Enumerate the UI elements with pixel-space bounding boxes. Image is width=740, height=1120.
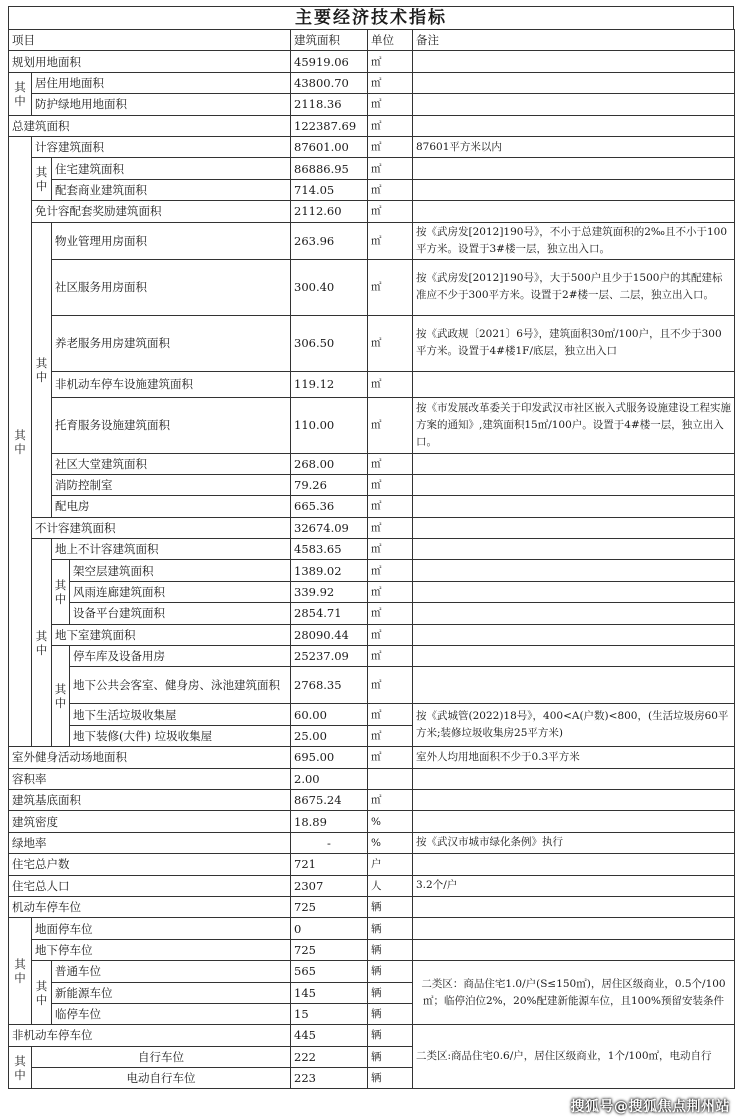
table-row (9, 747, 735, 768)
row-value: 119.12 (291, 371, 368, 397)
row-unit: ㎡ (368, 646, 413, 667)
row-label: 电动自行车位 (32, 1068, 291, 1089)
indicator-table (8, 29, 735, 1089)
row-label: 配电房 (52, 496, 291, 517)
row-label: 非机动车停车位 (9, 1025, 291, 1046)
table-row (9, 94, 735, 115)
row-remark (413, 94, 735, 115)
row-unit: 辆 (368, 1025, 413, 1046)
row-value: 263.96 (291, 222, 368, 259)
row-value: 2.00 (291, 768, 368, 789)
table-row (9, 453, 735, 474)
row-label: 地下装修(大件) 垃圾收集屋 (70, 725, 291, 746)
row-unit: 辆 (368, 961, 413, 982)
table-row (9, 158, 735, 179)
row-label: 设备平台建筑面积 (70, 603, 291, 624)
row-value: 339.92 (291, 581, 368, 602)
row-value: 60.00 (291, 704, 368, 725)
group-label: 其中 (9, 918, 32, 1025)
watermark: 搜狐号@搜狐焦点荆州站 (570, 1099, 730, 1115)
row-value: 300.40 (291, 259, 368, 315)
row-remark: 二类区:商品住宅0.6/户，居住区级商业，1个/100㎡，电动自行 (413, 1025, 735, 1089)
row-remark (413, 789, 735, 810)
row-unit: ㎡ (368, 603, 413, 624)
table-row (9, 115, 735, 136)
row-remark: 按《市发展改革委关于印发武汉市社区嵌入式服务设施建设工程实施方案的通知》,建筑面积15㎡/100户。设置于4#楼一层，独立出入口。 (413, 397, 735, 453)
row-value: 87601.00 (291, 136, 368, 157)
row-remark: 室外人均用地面积不少于0.3平方米 (413, 747, 735, 768)
row-remark (413, 72, 735, 93)
group-label: 其中 (9, 1046, 32, 1089)
table-row (9, 474, 735, 495)
row-label: 消防控制室 (52, 474, 291, 495)
row-unit: ㎡ (368, 222, 413, 259)
row-remark (413, 115, 735, 136)
row-unit: ㎡ (368, 72, 413, 93)
row-value: 2112.60 (291, 201, 368, 222)
row-label: 地面停车位 (32, 918, 291, 939)
row-value: 714.05 (291, 179, 368, 200)
row-value: 223 (291, 1068, 368, 1089)
row-value: 28090.44 (291, 624, 368, 645)
row-unit: ㎡ (368, 624, 413, 645)
table-row (9, 704, 735, 725)
row-unit: ㎡ (368, 747, 413, 768)
row-unit: % (368, 811, 413, 832)
row-remark: 按《武城管(2022)18号》，400<A(户数)<800，(生活垃圾房60平方米;装修垃圾收集房25平方米) (413, 704, 735, 747)
table-row (9, 667, 735, 704)
header-row (9, 30, 735, 51)
row-label: 物业管理用房面积 (52, 222, 291, 259)
row-unit: ㎡ (368, 704, 413, 725)
row-value: 25.00 (291, 725, 368, 746)
row-remark: 按《武汉市城市绿化条例》执行 (413, 832, 735, 853)
row-unit: ㎡ (368, 158, 413, 179)
row-value: 1389.02 (291, 560, 368, 581)
row-label: 免计容配套奖励建筑面积 (32, 201, 291, 222)
row-remark (413, 581, 735, 602)
group-label: 其中 (32, 158, 52, 201)
row-remark (413, 646, 735, 667)
table-title: 主要经济技术指标 (8, 6, 734, 29)
row-remark (413, 560, 735, 581)
row-value: 18.89 (291, 811, 368, 832)
indicator-sheet (8, 6, 734, 1089)
row-value: 32674.09 (291, 517, 368, 538)
row-remark (413, 603, 735, 624)
table-row (9, 1025, 735, 1046)
row-label: 住宅建筑面积 (52, 158, 291, 179)
table-row (9, 560, 735, 581)
row-unit: 人 (368, 875, 413, 896)
row-label: 风雨连廊建筑面积 (70, 581, 291, 602)
header-unit: 单位 (368, 30, 413, 51)
table-row (9, 961, 735, 982)
table-row (9, 259, 735, 315)
row-unit: 辆 (368, 982, 413, 1003)
row-label: 计容建筑面积 (32, 136, 291, 157)
row-label: 总建筑面积 (9, 115, 291, 136)
row-unit: % (368, 832, 413, 853)
row-remark (413, 854, 735, 875)
group-label: 其中 (32, 961, 52, 1025)
row-value: 2854.71 (291, 603, 368, 624)
row-unit: ㎡ (368, 725, 413, 746)
group-label: 其中 (52, 646, 70, 747)
table-row (9, 581, 735, 602)
row-value: 725 (291, 939, 368, 960)
row-unit: ㎡ (368, 136, 413, 157)
row-remark: 按《武房发[2012]190号》，不小于总建筑面积的2‰且不小于100平方米。设置于3#楼一层，独立出入口。 (413, 222, 735, 259)
row-unit: ㎡ (368, 581, 413, 602)
row-remark: 按《武政规〔2021〕6号》，建筑面积30㎡/100户，且不少于300平方米。设置于4#楼1F/底层，独立出入口 (413, 315, 735, 371)
header-item: 项目 (9, 30, 291, 51)
row-unit: ㎡ (368, 179, 413, 200)
row-value: 725 (291, 896, 368, 917)
row-unit: 辆 (368, 1068, 413, 1089)
table-row (9, 875, 735, 896)
row-value: 445 (291, 1025, 368, 1046)
row-label: 地下室建筑面积 (52, 624, 291, 645)
row-label: 居住用地面积 (32, 72, 291, 93)
row-label: 机动车停车位 (9, 896, 291, 917)
row-value: 0 (291, 918, 368, 939)
table-row (9, 624, 735, 645)
table-row (9, 51, 735, 72)
row-remark (413, 453, 735, 474)
row-label: 配套商业建筑面积 (52, 179, 291, 200)
row-unit: ㎡ (368, 517, 413, 538)
row-value: 43800.70 (291, 72, 368, 93)
row-value: 15 (291, 1003, 368, 1024)
header-remark: 备注 (413, 30, 735, 51)
row-value: 79.26 (291, 474, 368, 495)
table-row (9, 496, 735, 517)
row-label: 容积率 (9, 768, 291, 789)
row-remark (413, 179, 735, 200)
row-value: 306.50 (291, 315, 368, 371)
row-label: 地上不计容建筑面积 (52, 539, 291, 560)
group-label: 其中 (52, 560, 70, 624)
row-unit: 辆 (368, 896, 413, 917)
table-row (9, 72, 735, 93)
table-row (9, 646, 735, 667)
row-label: 不计容建筑面积 (32, 517, 291, 538)
row-unit: ㎡ (368, 51, 413, 72)
table-row (9, 939, 735, 960)
table-row (9, 179, 735, 200)
row-value: 565 (291, 961, 368, 982)
row-unit: ㎡ (368, 560, 413, 581)
row-unit: ㎡ (368, 789, 413, 810)
row-remark (413, 371, 735, 397)
row-label: 地下生活垃圾收集屋 (70, 704, 291, 725)
row-label: 养老服务用房建筑面积 (52, 315, 291, 371)
row-remark (413, 918, 735, 939)
row-value: 222 (291, 1046, 368, 1067)
table-row (9, 603, 735, 624)
row-value: 122387.69 (291, 115, 368, 136)
row-label: 建筑基底面积 (9, 789, 291, 810)
table-row (9, 811, 735, 832)
row-remark (413, 201, 735, 222)
header-area: 建筑面积 (291, 30, 368, 51)
row-label: 自行车位 (32, 1046, 291, 1067)
row-unit: ㎡ (368, 667, 413, 704)
row-label: 普通车位 (52, 961, 291, 982)
row-label: 室外健身活动场地面积 (9, 747, 291, 768)
row-value: 2118.36 (291, 94, 368, 115)
row-unit: ㎡ (368, 201, 413, 222)
table-row (9, 918, 735, 939)
table-row (9, 539, 735, 560)
row-value: 268.00 (291, 453, 368, 474)
row-value: 8675.24 (291, 789, 368, 810)
row-remark (413, 667, 735, 704)
row-remark: 按《武房发[2012]190号》，大于500户且少于1500户的其配建标准应不少于300平方米。设置于2#楼一层、二层，独立出入口。 (413, 259, 735, 315)
row-value: 45919.06 (291, 51, 368, 72)
row-remark (413, 939, 735, 960)
table-row (9, 517, 735, 538)
row-remark: 二类区：商品住宅1.0/户(S≤150㎡)，居住区级商业，0.5个/100㎡；临停泊位2%，20%配建新能源车位，且100%预留安装条件 (413, 961, 735, 1025)
row-unit: 辆 (368, 1003, 413, 1024)
group-label: 其中 (32, 222, 52, 517)
table-row (9, 315, 735, 371)
row-unit: 辆 (368, 1046, 413, 1067)
table-row (9, 397, 735, 453)
row-unit: 辆 (368, 918, 413, 939)
table-row (9, 201, 735, 222)
table-row (9, 896, 735, 917)
row-label: 防护绿地用地面积 (32, 94, 291, 115)
row-value: 2768.35 (291, 667, 368, 704)
row-unit: ㎡ (368, 259, 413, 315)
row-label: 架空层建筑面积 (70, 560, 291, 581)
row-remark (413, 496, 735, 517)
group-label: 其中 (9, 72, 32, 115)
row-label: 社区大堂建筑面积 (52, 453, 291, 474)
row-value: 721 (291, 854, 368, 875)
row-label: 临停车位 (52, 1003, 291, 1024)
row-remark (413, 474, 735, 495)
row-value: 110.00 (291, 397, 368, 453)
row-label: 绿地率 (9, 832, 291, 853)
row-unit: ㎡ (368, 397, 413, 453)
row-unit: ㎡ (368, 94, 413, 115)
table-row (9, 789, 735, 810)
row-value: 145 (291, 982, 368, 1003)
row-remark (413, 517, 735, 538)
row-label: 托育服务设施建筑面积 (52, 397, 291, 453)
row-remark: 3.2个/户 (413, 875, 735, 896)
row-unit: 辆 (368, 939, 413, 960)
row-remark (413, 896, 735, 917)
row-label: 非机动车停车设施建筑面积 (52, 371, 291, 397)
row-remark (413, 539, 735, 560)
row-label: 新能源车位 (52, 982, 291, 1003)
table-row (9, 222, 735, 259)
row-label: 地下公共会客室、健身房、泳池建筑面积 (70, 667, 291, 704)
table-row (9, 768, 735, 789)
row-unit: ㎡ (368, 496, 413, 517)
row-label: 社区服务用房面积 (52, 259, 291, 315)
row-label: 建筑密度 (9, 811, 291, 832)
row-remark (413, 768, 735, 789)
row-remark (413, 51, 735, 72)
group-label: 其中 (32, 539, 52, 747)
row-remark (413, 158, 735, 179)
row-value: 665.36 (291, 496, 368, 517)
row-unit: ㎡ (368, 371, 413, 397)
row-label: 地下停车位 (32, 939, 291, 960)
row-unit: ㎡ (368, 115, 413, 136)
table-row (9, 371, 735, 397)
row-remark (413, 624, 735, 645)
row-value: 4583.65 (291, 539, 368, 560)
row-unit: ㎡ (368, 474, 413, 495)
row-value: 2307 (291, 875, 368, 896)
row-value: 86886.95 (291, 158, 368, 179)
row-label: 住宅总户数 (9, 854, 291, 875)
row-label: 停车库及设备用房 (70, 646, 291, 667)
group-label: 其中 (9, 136, 32, 746)
table-row (9, 136, 735, 157)
row-label: 住宅总人口 (9, 875, 291, 896)
row-unit: ㎡ (368, 315, 413, 371)
row-label: 规划用地面积 (9, 51, 291, 72)
row-remark: 87601平方米以内 (413, 136, 735, 157)
row-value: - (291, 832, 368, 853)
row-unit: 户 (368, 854, 413, 875)
row-remark (413, 811, 735, 832)
row-value: 695.00 (291, 747, 368, 768)
table-row (9, 832, 735, 853)
row-value: 25237.09 (291, 646, 368, 667)
row-unit: ㎡ (368, 539, 413, 560)
table-row (9, 854, 735, 875)
row-unit: ㎡ (368, 453, 413, 474)
row-unit (368, 768, 413, 789)
